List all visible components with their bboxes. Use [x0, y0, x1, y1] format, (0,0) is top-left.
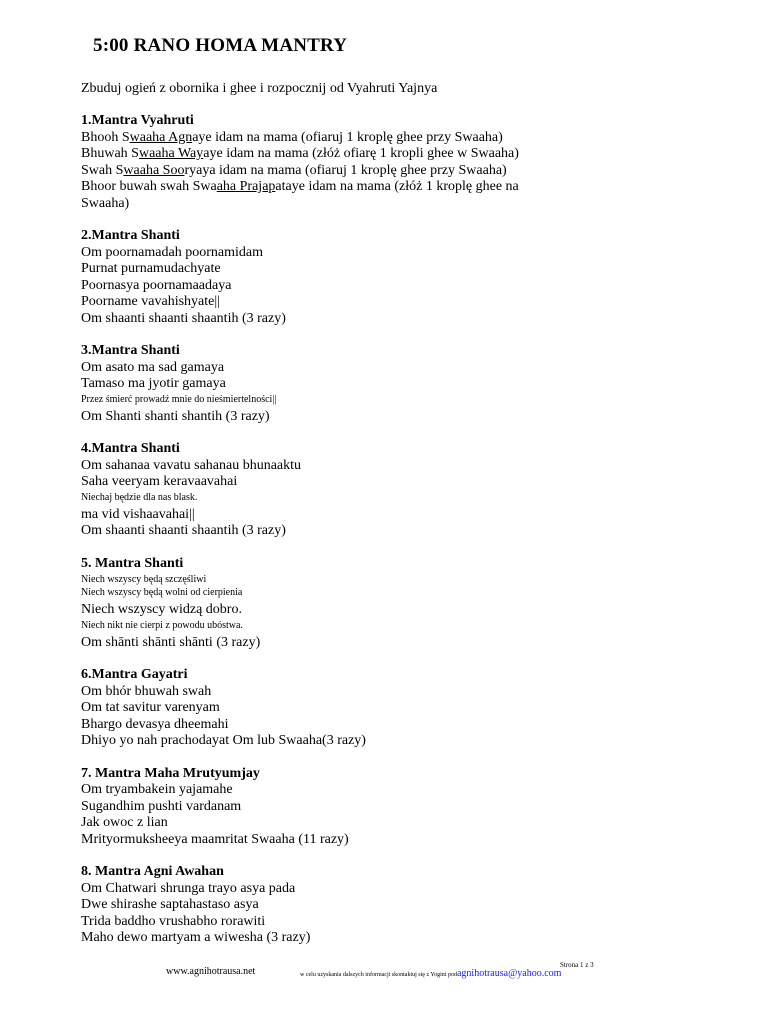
mantra-line: Dwe shirashe saptahastaso asya [81, 897, 259, 912]
mantra-line: Niech wszyscy widzą dobro. [81, 602, 242, 617]
section-heading: 3.Mantra Shanti [81, 343, 180, 358]
mantra-line: Poorname vavahishyate|| [81, 294, 220, 309]
mantra-line: Dhiyo yo nah prachodayat Om lub Swaaha(3 razy) [81, 733, 366, 748]
page-number: Strona 1 z 3 [560, 961, 594, 969]
mantra-line: Sugandhim pushti vardanam [81, 798, 242, 814]
section-heading: 1.Mantra Vyahruti [81, 113, 194, 128]
mantra-line: Bhoor buwah swah Swaaha Prajapataye idam na mama (złóż 1 kroplę ghee na Swaaha) [81, 179, 519, 211]
footer-website-link[interactable]: www.agnihotrausa.net [166, 966, 256, 977]
section-heading: 7. Mantra Maha Mrutyumjay [81, 765, 260, 781]
mantra-line: Om shānti shānti shānti (3 razy) [81, 634, 261, 650]
mantra-line: Bhargo devasya dheemahi [81, 716, 229, 732]
mantra-line: Swah Swaaha Sooryaya idam na mama (ofiaruj 1 kroplę ghee przy Swaaha) [81, 162, 507, 178]
mantra-line: Om Shanti shanti shantih (3 razy) [81, 408, 270, 424]
section-mantra-shanti-2 [81, 228, 551, 327]
mantra-line: Om Chatwari shrunga trayo asya pada [81, 880, 296, 896]
mantra-line: Mrityormuksheeya maamritat Swaaha (11 razy) [81, 831, 349, 847]
mantra-line: Om tat savitur varenyam [81, 700, 220, 715]
mantra-line: Saha veeryam keravaavahai [81, 474, 238, 489]
mantra-line: Om bhór bhuwah swah [81, 683, 212, 699]
footer-email-link[interactable]: agnihotrausa@yahoo.com [456, 968, 562, 979]
mantra-line: ma vid vishaavahai|| [81, 506, 195, 522]
mantra-line: Om shaanti shaanti shaantih (3 razy) [81, 523, 286, 538]
section-heading: 2.Mantra Shanti [81, 228, 180, 243]
mantra-line: Om sahanaa vavatu sahanau bhunaaktu [81, 457, 302, 473]
section-mantra-agni-awahan [81, 864, 551, 947]
mantra-line: Bhooh Swaaha Agnaye idam na mama (ofiaruj 1 kroplę ghee przy Swaaha) [81, 129, 503, 145]
section-heading: 6.Mantra Gayatri [81, 667, 188, 682]
mantra-line: Maho dewo martyam a wiwesha (3 razy) [81, 930, 311, 945]
page-title: 5:00 RANO HOMA MANTRY [93, 35, 348, 56]
translation-line: Niech wszyscy będą wolni od cierpienia [81, 587, 243, 598]
mantra-line: Om shaanti shaanti shaantih (3 razy) [81, 310, 286, 326]
translation-line: Niechaj będzie dla nas blask. [81, 491, 198, 503]
translation-line: Niech nikt nie cierpi z powodu ubóstwa. [81, 619, 243, 631]
footer-contact [300, 968, 561, 979]
section-heading: 8. Mantra Agni Awahan [81, 864, 224, 879]
section-mantra-shanti-5 [81, 556, 551, 652]
translation-line: Przez śmierć prowadź mnie do nieśmiertelności|| [81, 393, 277, 405]
intro-text: Zbuduj ogień z obornika i ghee i rozpocznij od Vyahruti Yajnya [81, 81, 438, 96]
mantra-line: Om tryambakein yajamahe [81, 782, 233, 797]
section-mantra-gayatri [81, 667, 551, 750]
mantra-line: Tamaso ma jyotir gamaya [81, 376, 226, 391]
mantra-line: Trida baddho vrushabho rorawiti [81, 913, 266, 929]
mantra-list [81, 113, 551, 963]
section-heading: 5. Mantra Shanti [81, 555, 184, 571]
section-mantra-shanti-3 [81, 343, 551, 425]
mantra-line: Bhuwah Swaaha Wayaye idam na mama (złóż ofiarę 1 kropli ghee w Swaaha) [81, 146, 519, 161]
translation-line: Niech wszyscy będą szczęśliwi [81, 574, 207, 585]
mantra-line: Poornasya poornamaadaya [81, 277, 232, 293]
mantra-line: Om asato ma sad gamaya [81, 359, 225, 375]
mantra-line: Jak owoc z lian [81, 815, 168, 830]
section-mantra-shanti-4 [81, 441, 551, 540]
section-mantra-maha-mrutyumjay [81, 766, 551, 849]
mantra-line: Purnat purnamudachyate [81, 261, 221, 276]
footer-info-text: w celu uzyskania dalszych informacji skontaktuj się z Yogini pod [300, 972, 457, 978]
section-heading: 4.Mantra Shanti [81, 441, 180, 456]
mantra-line: Om poornamadah poornamidam [81, 244, 263, 260]
section-mantra-vyahruti [81, 113, 551, 212]
